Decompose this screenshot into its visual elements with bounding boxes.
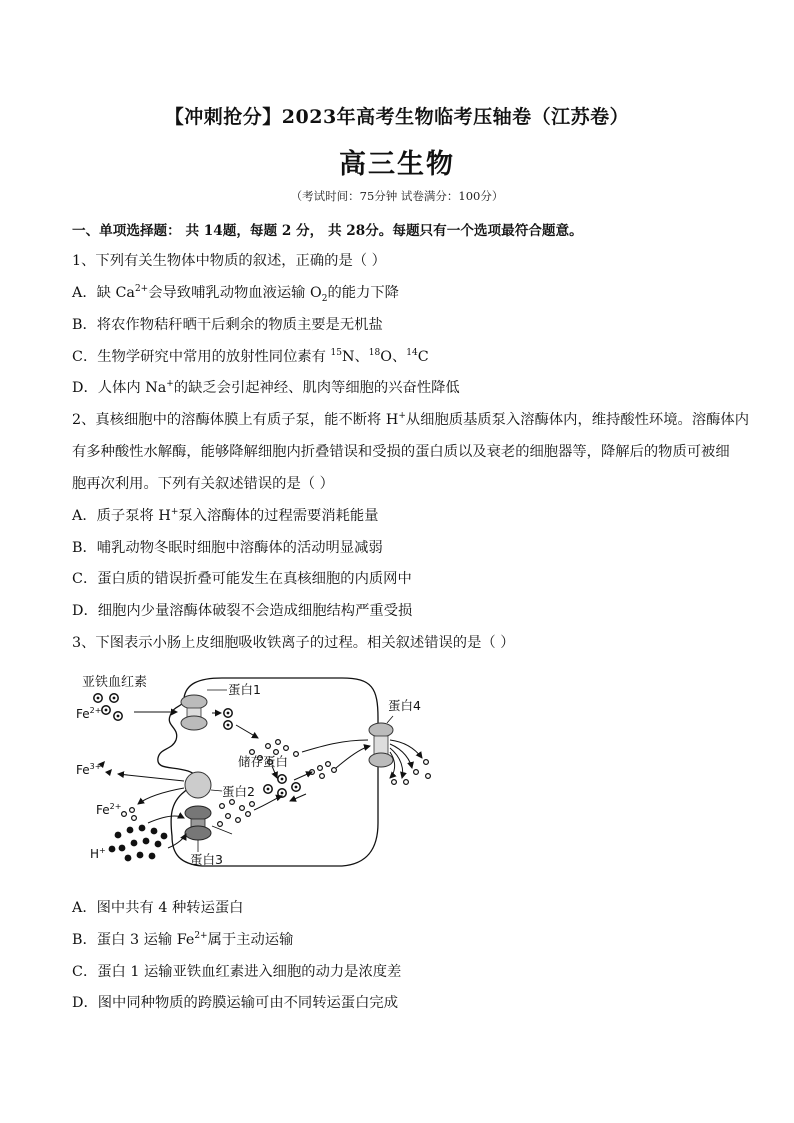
fe2-small-cluster-mid (310, 762, 337, 779)
label-protein-2: 蛋白2 (222, 784, 255, 799)
label-fe2-top: $Fe^{2+}$ (76, 706, 102, 721)
q3-option-c: C．蛋白 1 运输亚铁血红素进入细胞的动力是浓度差 (72, 964, 402, 980)
q3-option-a: A．图中共有 4 种转运蛋白 (72, 900, 244, 916)
proton-cluster (109, 825, 168, 862)
label-heme: 亚铁血红素 (82, 675, 148, 690)
q1-stem: 1、下列有关生物体中物质的叙述，正确的是（ ） (72, 253, 386, 269)
label-protein-1: 蛋白1 (228, 682, 261, 697)
q1-option-c: C．生物学研究中常用的放射性同位素有 $^{15}$N、$^{18}$O、$^{14}$C (72, 348, 429, 365)
q1-option-a: A．缺 $Ca^{2+}$会导致哺乳动物血液运输 $O_2$的能力下降 (72, 284, 399, 304)
q3-stem: 3、下图表示小肠上皮细胞吸收铁离子的过程。相关叙述错误的是（ ） (72, 635, 515, 651)
label-proton: H+ (90, 846, 106, 861)
protein-3-channel (185, 806, 211, 840)
q2-option-b: B．哺乳动物冬眠时细胞中溶酶体的活动明显减弱 (72, 540, 383, 556)
q2-stem-line2: 有多种酸性水解酶，能够降解细胞内折叠错误和受损的蛋白质以及衰老的细胞器等，降解后的物质可被细 (72, 444, 730, 460)
iron-absorption-diagram (72, 668, 444, 878)
label-protein-3: 蛋白3 (190, 852, 223, 867)
label-fe2-bottom: $Fe^{2+}$ (96, 802, 122, 817)
subject-title: 高三生物 (339, 149, 455, 180)
label-storage-protein: 储存蛋白 (238, 754, 289, 769)
q1-option-d: D．人体内 Na+的缺乏会引起神经、肌肉等细胞的兴奋性降低 (72, 379, 460, 396)
q2-stem-line3: 胞再次利用。下列有关叙述错误的是（ ） (72, 476, 334, 492)
protein-2-circle (185, 772, 211, 798)
protein-4-channel (369, 723, 393, 767)
protein-1-channel (181, 695, 207, 730)
exam-title: 【冲刺抢分】2023年高考生物临考压轴卷（江苏卷） (164, 106, 630, 128)
q2-option-d: D．细胞内少量溶酶体破裂不会造成细胞结构严重受损 (72, 603, 413, 619)
q3-option-b: B．蛋白 3 运输 $Fe^{2+}$属于主动运输 (72, 931, 294, 948)
q2-stem-line1: 2、真核细胞中的溶酶体膜上有质子泵，能不断将 H+从细胞质基质泵入溶酶体内，维持酸性环境。溶酶体内 (72, 411, 750, 428)
section-heading: 一、单项选择题： 共 14题，每题 2 分， 共 28分。每题只有一个选项最符合题意。 (72, 223, 583, 239)
fe2-inside-bottom (218, 800, 255, 827)
exam-info: （考试时间：75分钟 试卷满分：100分） (290, 189, 504, 203)
q2-option-c: C．蛋白质的错误折叠可能发生在真核细胞的内质网中 (72, 571, 412, 587)
q3-option-d: D．图中同种物质的跨膜运输可由不同转运蛋白完成 (72, 995, 398, 1011)
label-fe3: $Fe^{3+}$ (76, 762, 102, 777)
q2-option-a: A．质子泵将 H+泵入溶酶体的过程需要消耗能量 (72, 507, 379, 524)
label-protein-4: 蛋白4 (388, 698, 421, 713)
fe2-left-cluster (122, 808, 137, 821)
q1-option-b: B．将农作物秸秆晒干后剩余的物质主要是无机盐 (72, 317, 383, 333)
heme-inside (224, 709, 232, 729)
storage-protein (264, 775, 300, 797)
